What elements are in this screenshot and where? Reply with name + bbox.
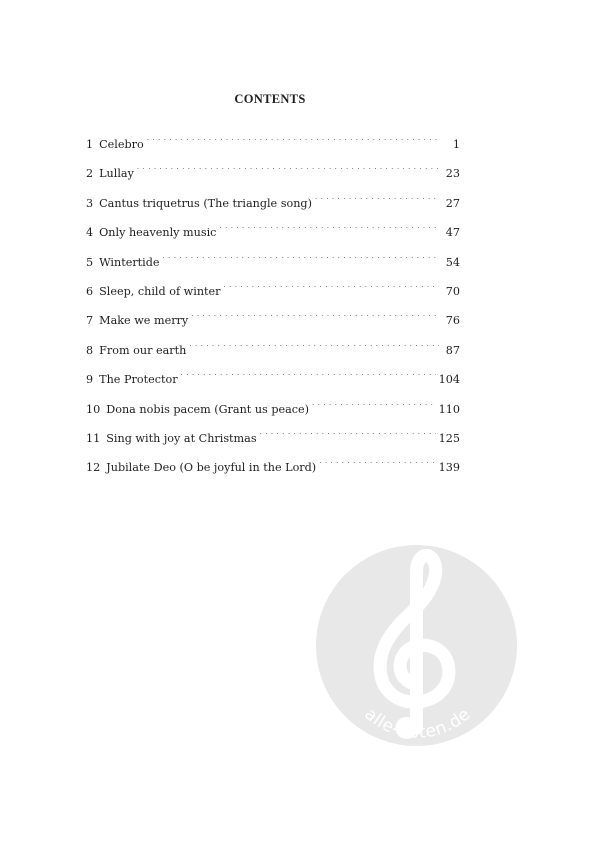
dot-leader: [137, 163, 439, 177]
toc-entry-9: [86, 369, 460, 398]
dot-leader: [223, 281, 439, 295]
dot-leader: [315, 193, 439, 207]
entry-title: The Protector: [99, 373, 178, 387]
entry-number: 5: [86, 255, 94, 269]
toc-entry-5: [86, 252, 460, 281]
entry-title: Dona nobis pacem (Grant us peace): [106, 402, 310, 416]
entry-page-number: 139: [438, 461, 460, 475]
toc-entry-1: [86, 134, 460, 163]
toc-entry-4: [86, 222, 460, 251]
entry-number: 11: [86, 431, 101, 445]
table-of-contents: [86, 134, 460, 487]
entry-number: 3: [86, 196, 94, 210]
entry-title: From our earth: [99, 343, 187, 357]
entry-page-number: 125: [438, 431, 460, 445]
dot-leader: [191, 310, 439, 324]
entry-title: Sing with joy at Christmas: [106, 431, 257, 445]
entry-title: Sleep, child of winter: [99, 284, 221, 298]
entry-number: 2: [86, 167, 94, 181]
contents-heading: CONTENTS: [234, 92, 306, 106]
entry-page-number: 76: [445, 314, 460, 328]
entry-title: Celebro: [99, 138, 144, 151]
entry-page-number: 23: [445, 167, 460, 181]
entry-number: 6: [86, 284, 94, 298]
entry-title: Wintertide: [99, 255, 160, 269]
entry-page-number: 70: [445, 284, 460, 298]
entry-title: Make we merry: [99, 314, 189, 328]
entry-number: 8: [86, 343, 94, 357]
toc-entry-2: [86, 163, 460, 192]
entry-page-number: 54: [445, 255, 460, 269]
toc-entry-11: [86, 428, 460, 457]
dot-leader: [181, 369, 436, 383]
toc-entry-6: [86, 281, 460, 310]
dot-leader: [147, 134, 439, 148]
dot-leader: [163, 252, 439, 266]
toc-entry-10: [86, 399, 460, 428]
watermark-text: alle-noten.de: [360, 704, 475, 743]
entry-title: Lullay: [99, 167, 134, 181]
dot-leader: [219, 222, 439, 236]
dot-leader: [189, 340, 439, 354]
entry-page-number: 1: [452, 138, 460, 151]
entry-number: 4: [86, 226, 94, 240]
dot-leader: [260, 428, 436, 442]
entry-page-number: 104: [438, 373, 460, 387]
entry-number: 7: [86, 314, 94, 328]
toc-entry-8: [86, 340, 460, 369]
entry-title: Jubilate Deo (O be joyful in the Lord): [106, 461, 317, 475]
entry-page-number: 27: [445, 196, 460, 210]
toc-entry-12: [86, 457, 460, 486]
entry-title: Only heavenly music: [99, 226, 217, 240]
entry-page-number: 87: [445, 343, 460, 357]
entry-number: 10: [86, 402, 101, 416]
entry-page-number: 110: [438, 402, 460, 416]
entry-title: Cantus triquetrus (The triangle song): [99, 196, 312, 210]
toc-entry-7: [86, 310, 460, 339]
entry-number: 1: [86, 138, 94, 151]
dot-leader: [312, 399, 436, 413]
watermark-logo: [316, 545, 517, 746]
dot-leader: [319, 457, 435, 471]
entry-number: 12: [86, 461, 101, 475]
toc-entry-3: [86, 193, 460, 222]
entry-page-number: 47: [445, 226, 460, 240]
entry-number: 9: [86, 373, 94, 387]
